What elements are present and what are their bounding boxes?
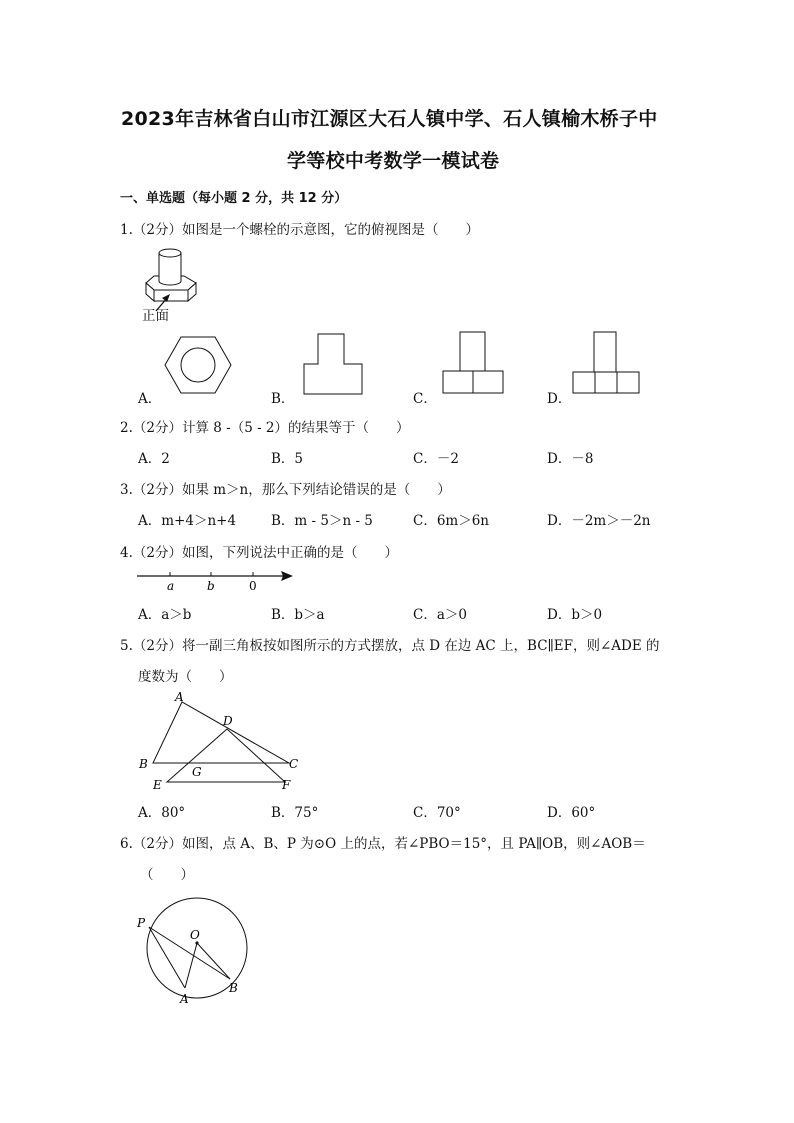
section-heading: 一、单选题（每小题 2 分，共 12 分） <box>120 191 348 206</box>
q1-option-c[interactable]: C． <box>413 391 437 407</box>
q4-option-c[interactable]: C．a＞0 <box>413 607 467 623</box>
option-b-figure <box>303 333 363 395</box>
q3-option-b[interactable]: B．m - 5＞n - 5 <box>271 513 373 529</box>
q2-option-d[interactable]: D．－8 <box>547 451 594 467</box>
q1-option-a[interactable]: A． <box>138 391 162 407</box>
point-label-d: D <box>223 714 233 728</box>
option-a-hexagon-figure <box>165 335 231 395</box>
option-d-figure <box>572 331 640 395</box>
question-5-text-line1: 5.（2分）将一副三角板按如图所示的方式摆放，点 D 在边 AC 上，BC∥EF，则∠ADE 的 <box>120 638 660 654</box>
point-label-o: O <box>190 928 200 942</box>
point-label-c: C <box>289 757 299 771</box>
question-6-text-line2: （ ） <box>140 867 194 883</box>
question-2-text: 2.（2分）计算 8 -（5 - 2）的结果等于（ ） <box>120 420 410 436</box>
q5-option-b[interactable]: B．75° <box>271 805 319 821</box>
point-label-b: B <box>139 757 148 771</box>
question-5-text-line2: 度数为（ ） <box>138 669 233 685</box>
axis-label-a: a <box>167 579 175 593</box>
axis-label-b: b <box>207 579 215 593</box>
point-label-e: E <box>153 778 162 792</box>
triangle-set-figure <box>137 688 307 793</box>
q1-option-b[interactable]: B． <box>271 391 295 407</box>
q4-option-b[interactable]: B．b＞a <box>271 607 325 623</box>
q4-option-d[interactable]: D．b＞0 <box>547 607 603 623</box>
point-label-g: G <box>192 765 202 779</box>
q5-option-d[interactable]: D．60° <box>547 805 596 821</box>
point-label-p: P <box>137 916 146 930</box>
question-4-text: 4.（2分）如图，下列说法中正确的是（ ） <box>120 545 398 561</box>
point-label-b: B <box>229 981 238 995</box>
q2-option-b[interactable]: B．5 <box>271 451 304 467</box>
circle-figure <box>135 893 255 1013</box>
page-title-line2: 学等校中考数学一模试卷 <box>287 150 500 172</box>
question-3-text: 3.（2分）如果 m＞n，那么下列结论错误的是（ ） <box>120 482 451 498</box>
front-view-label: 正面 <box>142 308 169 324</box>
number-line-figure <box>137 568 297 594</box>
point-label-f: F <box>282 778 291 792</box>
option-c-figure <box>442 331 504 395</box>
question-1-text: 1.（2分）如图是一个螺栓的示意图，它的俯视图是（ ） <box>120 222 479 238</box>
q3-option-d[interactable]: D．－2m＞－2n <box>547 513 651 529</box>
q2-option-a[interactable]: A．2 <box>138 451 170 467</box>
axis-label-zero: 0 <box>249 579 257 593</box>
q3-option-a[interactable]: A．m+4＞n+4 <box>138 513 237 529</box>
point-label-a: A <box>175 690 184 704</box>
q4-option-a[interactable]: A．a＞b <box>138 607 192 623</box>
q1-option-d[interactable]: D． <box>547 391 572 407</box>
point-label-a: A <box>180 992 189 1006</box>
q5-option-a[interactable]: A．80° <box>138 805 186 821</box>
q2-option-c[interactable]: C．－2 <box>413 451 459 467</box>
q5-option-c[interactable]: C．70° <box>413 805 461 821</box>
page-title: 2023年吉林省白山市江源区大石人镇中学、石人镇榆木桥子中 <box>121 108 658 130</box>
q3-option-c[interactable]: C．6m＞6n <box>413 513 490 529</box>
question-6-text-line1: 6.（2分）如图，点 A、B、P 为⊙O 上的点，若∠PBO＝15°，且 PA∥OB，则∠AOB＝ <box>120 836 646 852</box>
